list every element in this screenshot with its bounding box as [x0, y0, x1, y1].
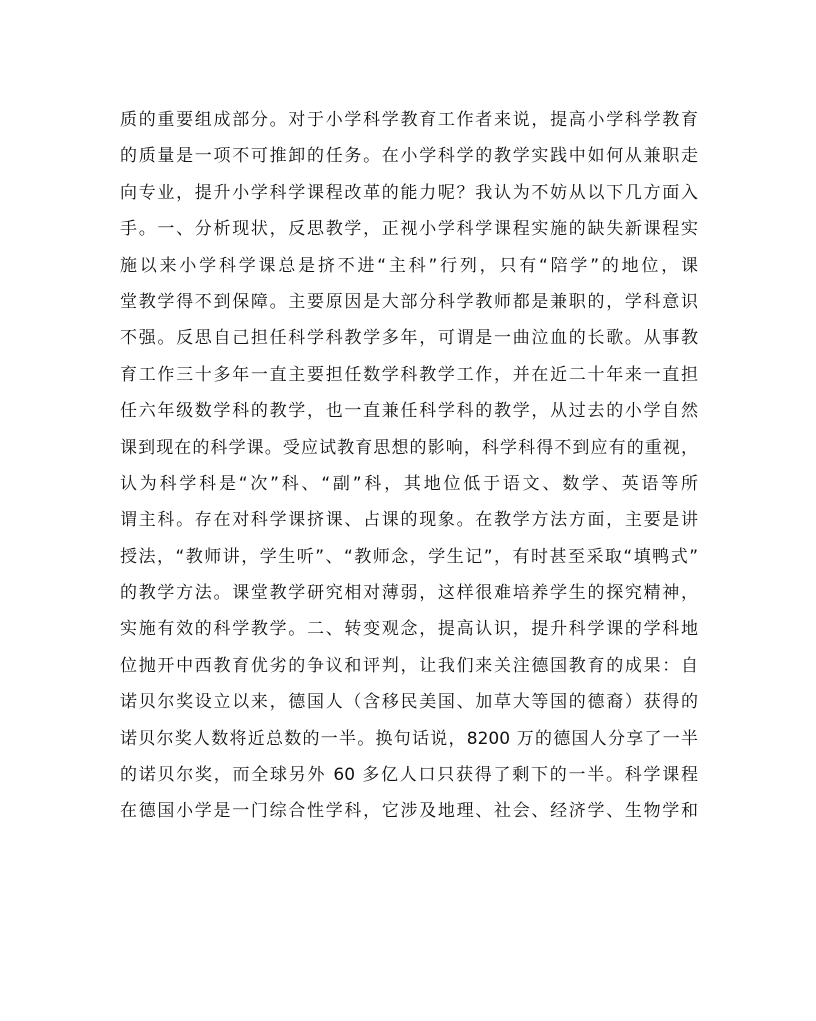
- text-line: 质的重要组成部分。对于小学科学教育工作者来说，提高小学科学教育: [120, 110, 698, 130]
- text-line: 施以来小学科学课总是挤不进“主科”行列，只有“陪学”的地位，课: [120, 255, 698, 276]
- text-line: 位抛开中西教育优劣的争议和评判，让我们来关注德国教育的成果：自: [120, 655, 698, 676]
- text-line: 堂教学得不到保障。主要原因是大部分科学教师都是兼职的，学科意识: [120, 291, 698, 312]
- text-line: 的诺贝尔奖，而全球另外 60 多亿人口只获得了剩下的一半。科学课程: [120, 765, 698, 786]
- text-line: 手。一、分析现状，反思教学，正视小学科学课程实施的缺失新课程实: [120, 219, 698, 240]
- text-line: 授法，“教师讲，学生听”、“教师念，学生记”，有时甚至采取“填鸭式”: [120, 546, 698, 567]
- text-line: 育工作三十多年一直主要担任数学科教学工作，并在近二十年来一直担: [120, 364, 698, 385]
- text-line: 的质量是一项不可推卸的任务。在小学科学的教学实践中如何从兼职走: [120, 146, 698, 167]
- text-line: 认为科学科是“次”科、“副”科，其地位低于语文、数学、英语等所: [120, 473, 698, 494]
- text-line: 诺贝尔奖人数将近总数的一半。换句话说，8200 万的德国人分享了一半: [120, 728, 698, 749]
- text-line: 在德国小学是一门综合性学科，它涉及地理、社会、经济学、生物学和: [120, 801, 698, 822]
- text-line: 课到现在的科学课。受应试教育思想的影响，科学科得不到应有的重视，: [120, 437, 698, 458]
- text-line: 任六年级数学科的教学，也一直兼任科学科的教学，从过去的小学自然: [120, 401, 698, 422]
- text-line: 不强。反思自己担任科学科教学多年，可谓是一曲泣血的长歌。从事教: [120, 328, 698, 349]
- text-line: 的教学方法。课堂教学研究相对薄弱，这样很难培养学生的探究精神，: [120, 583, 698, 604]
- text-line: 谓主科。存在对科学课挤课、占课的现象。在教学方法方面，主要是讲: [120, 510, 698, 531]
- text-line: 诺贝尔奖设立以来，德国人（含移民美国、加草大等国的德裔）获得的: [120, 692, 698, 713]
- body-text: [120, 102, 698, 830]
- text-line: 实施有效的科学教学。二、转变观念，提高认识，提升科学课的学科地: [120, 619, 698, 640]
- text-line: 向专业，提升小学科学课程改革的能力呢？我认为不妨从以下几方面入: [120, 182, 698, 203]
